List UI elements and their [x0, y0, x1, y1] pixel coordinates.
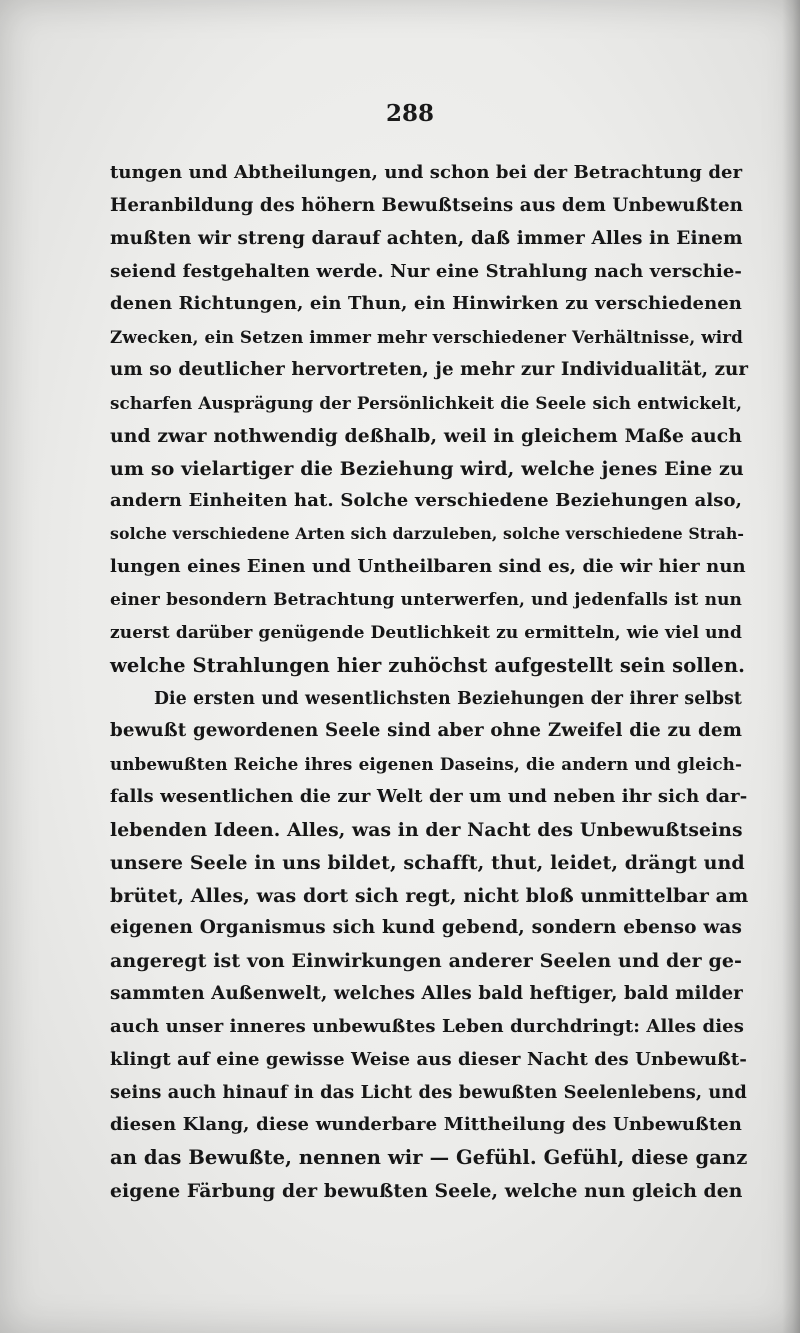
text-line: angeregt ist von Einwirkungen anderer Seelen und der ge- — [110, 950, 742, 973]
text-line: diesen Klang, diese wunderbare Mittheilung des Unbewußten — [110, 1114, 742, 1136]
text-line: und zwar nothwendig deßhalb, weil in gleichem Maße auch — [110, 424, 742, 447]
text-line: falls wesentlichen die zur Welt der um und neben ihr sich dar- — [110, 786, 748, 808]
text-line: bewußt gewordenen Seele sind aber ohne Zweifel die zu dem — [110, 720, 742, 742]
text-line: denen Richtungen, ein Thun, ein Hinwirken zu verschiedenen — [110, 293, 742, 315]
text-line: einer besondern Betrachtung unterwerfen, und jedenfalls ist nun — [110, 589, 742, 610]
body-text — [110, 157, 749, 1208]
text-line: zuerst darüber genügende Deutlichkeit zu ermitteln, wie viel und — [110, 622, 742, 643]
page-number: 288 — [385, 100, 434, 127]
text-line: sammten Außenwelt, welches Alles bald heftiger, bald milder — [110, 983, 743, 1005]
text-line: mußten wir streng darauf achten, daß immer Alles in Einem — [110, 227, 743, 249]
text-line: Heranbildung des höhern Bewußtseins aus dem Unbewußten — [110, 194, 744, 216]
text-line: scharfen Ausprägung der Persönlichkeit die Seele sich entwickelt, — [110, 392, 742, 413]
text-line: an das Bewußte, nennen wir — Gefühl. Gefühl, diese ganz — [110, 1146, 748, 1170]
text-line: lebenden Ideen. Alles, was in der Nacht des Unbewußtseins — [110, 818, 743, 841]
text-line: solche verschiedene Arten sich darzuleben, solche verschiedene Strah- — [110, 524, 745, 544]
text-line: unbewußten Reiche ihres eigenen Daseins, die andern und gleich- — [110, 754, 742, 775]
paragraph-start-line: Die ersten und wesentlichsten Beziehungen der ihrer selbst — [154, 688, 742, 709]
text-line: andern Einheiten hat. Solche verschiedene Beziehungen also, — [110, 490, 742, 512]
paragraph-end-line: welche Strahlungen hier zuhöchst aufgestellt sein sollen. — [110, 653, 745, 677]
text-line: unsere Seele in uns bildet, schafft, thut, leidet, drängt und — [110, 851, 745, 874]
text-line: brütet, Alles, was dort sich regt, nicht bloß unmittelbar am — [110, 884, 749, 907]
text-line: um so deutlicher hervortreten, je mehr zur Individualität, zur — [110, 359, 749, 381]
page-edge-shadow — [782, 0, 800, 1333]
text-line: eigene Färbung der bewußten Seele, welche nun gleich den — [110, 1180, 743, 1203]
text-line: lungen eines Einen und Untheilbaren sind es, die wir hier nun — [110, 556, 746, 578]
text-line: Zwecken, ein Setzen immer mehr verschiedener Verhältnisse, wird — [110, 327, 743, 348]
text-line: eigenen Organismus sich kund gebend, sondern ebenso was — [110, 917, 742, 939]
text-line: um so vielartiger die Beziehung wird, welche jenes Eine zu — [110, 457, 744, 480]
text-line: klingt auf eine gewisse Weise aus dieser Nacht des Unbewußt- — [110, 1048, 747, 1070]
text-line: tungen und Abtheilungen, und schon bei der Betrachtung der — [110, 162, 743, 183]
text-line: auch unser inneres unbewußtes Leben durchdringt: Alles dies — [110, 1015, 744, 1037]
text-line: seiend festgehalten werde. Nur eine Strahlung nach verschie- — [110, 260, 742, 282]
text-line: seins auch hinauf in das Licht des bewußten Seelenlebens, und — [110, 1081, 747, 1103]
